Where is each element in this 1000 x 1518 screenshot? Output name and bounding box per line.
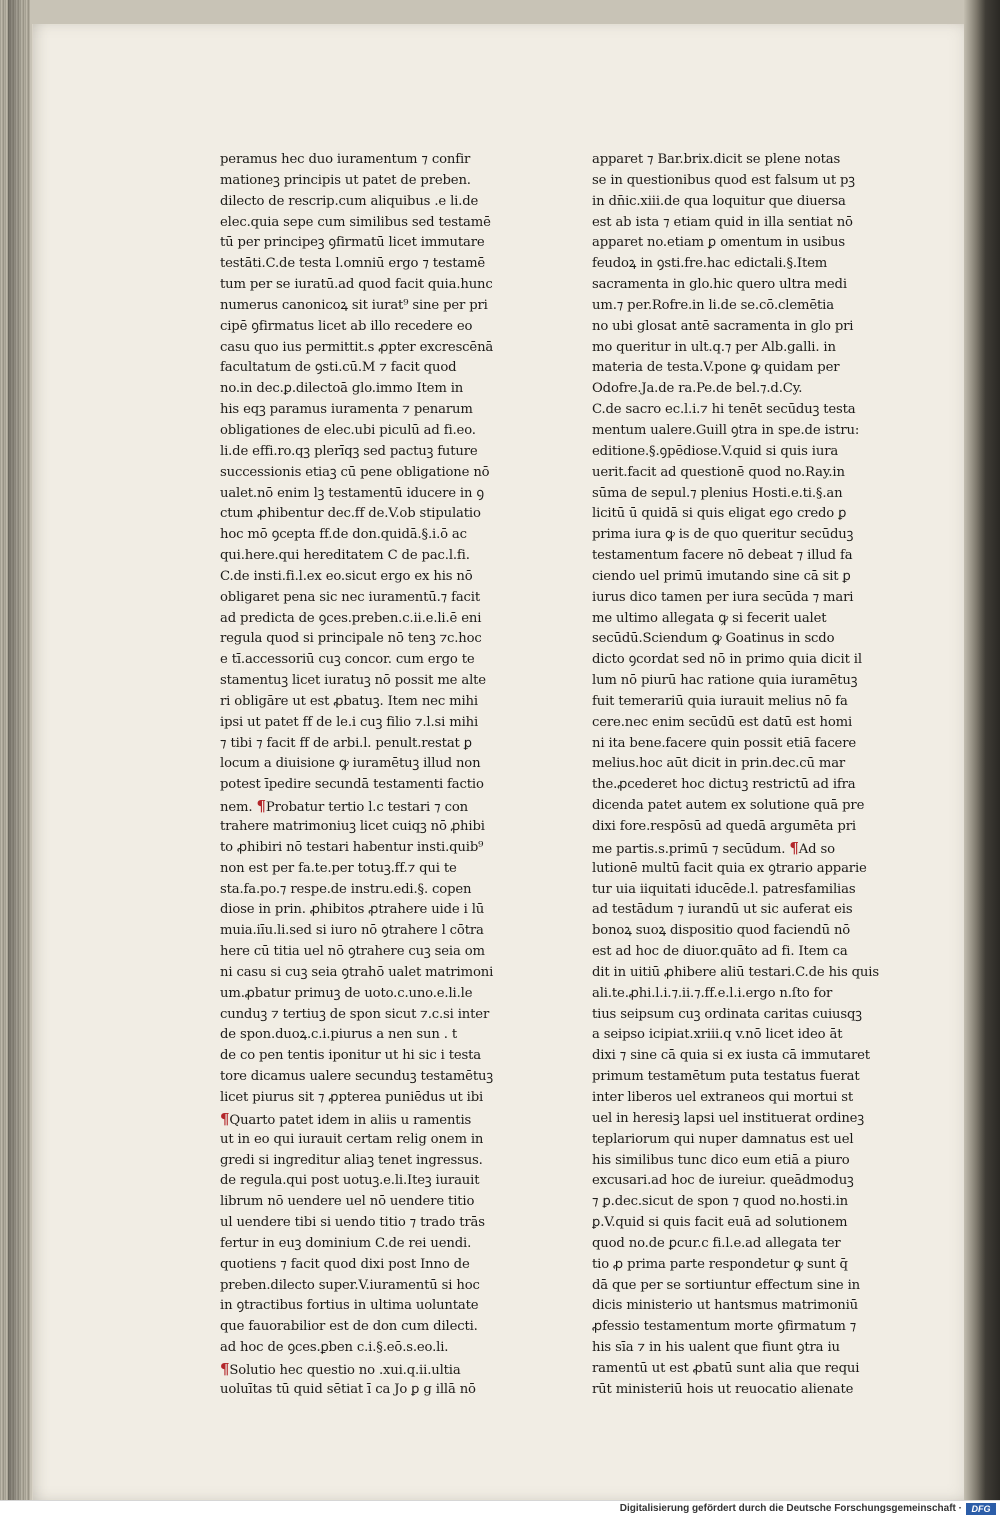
- text-line: cere.nec enim secūdū est datū est homi: [592, 714, 853, 730]
- text-line: in dn̄ic.xiii.de qua loquitur que diuersa: [592, 193, 846, 209]
- text-line: fuit temerariū quia iurauit melius nō fa: [592, 693, 848, 709]
- text-line: inter liberos uel extraneos qui mortui st: [592, 1089, 854, 1105]
- text-line: trahere matrimoniuꝫ licet cuiqꝫ nō ꝓhibi: [220, 819, 485, 834]
- text-line: no ubi glosat antē sacramenta in glo pri: [592, 318, 854, 334]
- rubric-mark: ¶: [789, 838, 799, 857]
- text-line: a seipso icipiat.xriii.q v.nō licet ideo āt: [592, 1027, 843, 1043]
- text-column-left: [220, 150, 495, 1401]
- text-line: the.ꝓcederet hoc dictuꝫ restrictū ad ifra: [592, 777, 856, 793]
- text-line: no.in dec.ꝑ.dilectoā glo.immo Item in: [220, 381, 464, 397]
- text-line: tore dicamus ualere secunduꝫ testamētuꝫ: [220, 1069, 493, 1085]
- text-line: ali.te.ꝓhi.l.i.⁊.ii.⁊.ff.e.l.i.ergo n.ſto for: [592, 985, 833, 1001]
- text-line: uel in heresiꝫ lapsi uel instituerat ordineꝫ: [592, 1110, 864, 1126]
- text-line: mationeꝫ principis ut patet de preben.: [220, 172, 471, 188]
- text-line: here cū titia uel nō ꝯtrahere cuꝫ seia om: [220, 944, 485, 960]
- text-line: dā que per se sortiuntur effectum sine in: [592, 1277, 861, 1293]
- text-line: dicis ministerio ut hantsmus matrimoniū: [592, 1298, 859, 1314]
- text-line: peramus hec duo iuramentum ⁊ confir: [220, 152, 471, 167]
- text-line: iurus dico tamen per iura secūda ⁊ mari: [592, 589, 854, 605]
- text-line: ctum ꝓhibentur dec.ff de.V.ob stipulatio: [220, 506, 481, 522]
- text-line: sacramenta in glo.hic quero ultra medi: [592, 277, 847, 293]
- text-line: Odofre.Ja.de ra.Pe.de bel.⁊.d.Cy.: [592, 381, 803, 397]
- book-page-edges: [0, 0, 30, 1500]
- text-line: cipē ꝯfirmatus licet ab illo recedere eo: [220, 318, 473, 334]
- text-line: lum nō piurū hac ratione quia iuramētuꝫ: [592, 673, 858, 689]
- text-line: licet piurus sit ⁊ ꝓpterea puniēdus ut ibi: [220, 1089, 484, 1105]
- text-line: uoluītas tū quid sētiat ī ca Jo ꝑ g illā nō: [220, 1381, 476, 1397]
- text-line: est ab ista ⁊ etiam quid in illa sentiat nō: [592, 214, 853, 230]
- text-line: testāti.C.de testa l.omniū ergo ⁊ testamē: [220, 256, 486, 272]
- text-line: to ꝓhibiri nō testari habentur insti.quib⁹: [220, 839, 484, 855]
- text-line: ⁊ tibi ⁊ facit ff de arbi.l. penult.restat ꝑ: [220, 735, 472, 751]
- rubric-mark: ¶: [256, 797, 266, 816]
- text-line: de spon.duoꝝ.c.i.piurus a nen sun . t: [220, 1027, 457, 1043]
- text-line: quod no.de ꝑcur.c fi.l.e.ad allegata ter: [592, 1235, 841, 1251]
- text-line: his sīa ⁊ in his ualent que fiunt ꝯtra iu: [592, 1340, 840, 1356]
- text-line: testamentum facere nō debeat ⁊ illud fa: [592, 548, 853, 564]
- text-line: muia.iīu.li.sed si iuro nō ꝯtrahere l cōtra: [220, 923, 484, 939]
- text-line: librum nō uendere uel nō uendere titio: [220, 1194, 475, 1210]
- text-line: sūma de sepul.⁊ plenius Hosti.e.ti.§.an: [592, 485, 843, 501]
- text-line: ¶Solutio hec questio no .xui.q.ii.ultia: [220, 1359, 461, 1378]
- rubric-mark: ¶: [220, 1359, 230, 1378]
- text-line: ꝑ.V.quid si quis facit euā ad solutionem: [592, 1215, 848, 1231]
- text-line: ul uendere tibi si uendo titio ⁊ trado trās: [220, 1215, 485, 1231]
- rubric-mark: ¶: [220, 1109, 230, 1128]
- text-line: e tī.accessoriū cuꝫ concor. cum ergo te: [220, 652, 475, 668]
- dfg-logo: DFG: [966, 1503, 996, 1515]
- text-line: teplariorum qui nuper damnatus est uel: [592, 1131, 854, 1147]
- text-line: non est per fa.te.per totuꝫ.ff.⁊ qui te: [220, 860, 457, 876]
- text-line: fertur in euꝫ dominium C.de rei uendi.: [220, 1235, 472, 1251]
- text-line: regula quod si principale nō tenꝫ ⁊c.hoc: [220, 631, 482, 647]
- text-line: apparet ⁊ Bar.brix.dicit se plene notas: [592, 152, 841, 167]
- text-line: numerus canonicoꝝ sit iurat⁹ sine per pri: [220, 297, 488, 313]
- text-line: diose in prin. ꝓhibitos ꝓtrahere uide i lū: [220, 902, 485, 918]
- text-line: obligationes de elec.ubi piculū ad fi.eo.: [220, 422, 476, 438]
- text-line: ipsi ut patet ff de le.i cuꝫ filio ⁊.l.si mihi: [220, 714, 479, 730]
- text-line: his similibus tunc dico eum etiā a piuro: [592, 1152, 850, 1168]
- text-line: est ad hoc de diuor.quāto ad fi. Item ca: [592, 944, 848, 960]
- text-line: quotiens ⁊ facit quod dixi post Inno de: [220, 1256, 470, 1272]
- text-line: mentum ualere.Guill ꝯtra in spe.de istru:: [592, 422, 860, 438]
- text-line: que fauorabilior est de don cum dilecti.: [220, 1319, 478, 1335]
- text-line: nem. ¶Probatur tertio l.c testari ⁊ con: [220, 797, 468, 816]
- text-line: ad hoc de ꝯces.ꝑben c.i.§.eō.s.eo.li.: [220, 1340, 449, 1356]
- text-line: de co pen tentis iponitur ut hi sic i testa: [220, 1048, 482, 1064]
- text-line: qui.here.qui hereditatem C de pac.l.fi.: [220, 548, 470, 564]
- text-line: um.ꝓbatur primuꝫ de uoto.c.uno.e.li.le: [220, 985, 473, 1001]
- text-line: se in questionibus quod est falsum ut pꝫ: [592, 172, 855, 188]
- funding-credit: Digitalisierung gefördert durch die Deutsche Forschungsgemeinschaft ·: [619, 1503, 962, 1514]
- text-line: gredi si ingreditur aliaꝫ tenet ingressus.: [220, 1152, 483, 1168]
- text-line: mo queritur in ult.q.⁊ per Alb.galli. in: [592, 339, 836, 355]
- text-line: casu quo ius permittit.s ꝓpter excrescēnā: [220, 339, 494, 355]
- text-line: ¶Quarto patet idem in aliis u ramentis: [220, 1109, 472, 1128]
- text-line: rūt ministeriū hois ut reuocatio alienate: [592, 1381, 854, 1397]
- text-line: preben.dilecto super.V.iuramentū si hoc: [220, 1277, 480, 1293]
- text-line: lutionē multū facit quia ex ꝯtrario apparie: [592, 860, 867, 876]
- text-line: me partis.s.primū ⁊ secūdum. ¶Ad so: [592, 838, 835, 857]
- text-line: his eqꝫ paramus iuramenta ⁊ penarum: [220, 402, 473, 418]
- text-line: primum testamētum puta testatus fuerat: [592, 1069, 860, 1085]
- text-line: excusari.ad hoc de iureiur. queādmoduꝫ: [592, 1173, 854, 1189]
- text-line: tū per principeꝫ ꝯfirmatū licet immutare: [220, 235, 485, 251]
- text-line: um.⁊ per.Rofre.in li.de se.cō.clemētia: [592, 297, 834, 313]
- text-line: dicenda patet autem ex solutione quā pre: [592, 798, 865, 814]
- text-line: facultatum de ꝯsti.cū.M ⁊ facit quod: [220, 360, 457, 376]
- text-line: C.de insti.fi.l.ex eo.sicut ergo ex his nō: [220, 568, 473, 584]
- text-line: ad predicta de ꝯces.preben.c.ii.e.li.ē eni: [220, 610, 482, 626]
- text-line: ualet.nō enim lꝫ testamentū iducere in ꝯ: [220, 485, 484, 501]
- text-line: dixi ⁊ sine cā quia si ex iusta cā immutaret: [592, 1048, 870, 1064]
- text-line: bonoꝝ suoꝝ dispositio quod faciendū nō: [592, 923, 851, 939]
- text-line: ꝓfessio testamentum morte ꝯfirmatum ⁊: [592, 1319, 857, 1335]
- text-line: feudoꝝ in ꝯsti.fre.hac edictali.§.Item: [592, 256, 828, 272]
- text-line: ni casu si cuꝫ seia ꝯtrahō ualet matrimoni: [220, 964, 494, 980]
- footer-bar: [0, 1500, 1000, 1518]
- text-line: potest īpedire secundā testamenti factio: [220, 777, 484, 793]
- text-line: ri obligāre ut est ꝓbatuꝫ. Item nec mihi: [220, 693, 478, 709]
- text-line: locum a diuisione ꝙ iuramētuꝫ illud non: [220, 756, 481, 772]
- text-line: ad testādum ⁊ iurandū ut sic auferat eis: [592, 902, 853, 918]
- text-line: apparet no.etiam ꝑ omentum in usibus: [592, 235, 845, 251]
- text-line: sta.fa.po.⁊ respe.de instru.edi.§. copen: [220, 881, 472, 897]
- text-column-right: [592, 150, 884, 1401]
- text-line: cunduꝫ ⁊ tertiuꝫ de spon sicut ⁊.c.si inter: [220, 1006, 490, 1022]
- text-line: ⁊ ꝑ.dec.sicut de spon ⁊ quod no.hosti.in: [592, 1194, 849, 1210]
- text-line: editione.§.ꝯpēdiose.V.quid si quis iura: [592, 443, 839, 459]
- text-line: stamentuꝫ licet iuratuꝫ nō possit me alte: [220, 673, 486, 689]
- text-line: li.de effi.ro.qꝫ plerīqꝫ sed pactuꝫ future: [220, 443, 478, 459]
- text-line: tius seipsum cuꝫ ordinata caritas cuiusqꝫ: [592, 1006, 862, 1022]
- text-line: dixi fore.respōsū ad quedā argumēta pri: [592, 819, 856, 834]
- text-line: successionis etiaꝫ cū pene obligatione nō: [220, 464, 490, 480]
- text-line: tio ꝓ prima parte respondetur ꝙ sunt q̄: [592, 1256, 848, 1272]
- text-line: dilecto de rescrip.cum aliquibus .e li.de: [220, 193, 479, 209]
- text-line: melius.hoc aūt dicit in prin.dec.cū mar: [592, 756, 846, 772]
- text-line: ut in eo qui iurauit certam relig onem in: [220, 1131, 484, 1147]
- text-line: tur uia iiquitati iducēde.l. patresfamilias: [592, 881, 856, 897]
- text-line: uerit.facit ad questionē quod no.Ray.in: [592, 464, 845, 480]
- text-line: prima iura ꝙ is de quo queritur secūduꝫ: [592, 527, 854, 543]
- text-line: in ꝯtractibus fortius in ultima uoluntate: [220, 1298, 479, 1314]
- text-line: materia de testa.V.pone ꝙ quidam per: [592, 360, 840, 376]
- text-line: secūdū.Sciendum ꝙ Goatinus in scdo: [592, 631, 835, 647]
- text-line: licitū ū quidā si quis eligat ego credo ꝑ: [592, 506, 847, 522]
- text-line: tum per se iuratū.ad quod facit quia.hunc: [220, 277, 493, 293]
- text-line: ciendo uel primū imutando sine cā sit ꝑ: [592, 568, 851, 584]
- text-line: obligaret pena sic nec iuramentū.⁊ facit: [220, 589, 481, 605]
- text-line: dicto ꝯcordat sed nō in primo quia dicit il: [592, 652, 862, 668]
- text-line: de regula.qui post uotuꝫ.e.li.Iteꝫ iurauit: [220, 1173, 480, 1189]
- text-line: C.de sacro ec.l.i.⁊ hi tenēt secūduꝫ testa: [592, 402, 856, 418]
- text-line: hoc mō ꝯcepta ff.de don.quidā.§.i.ō ac: [220, 527, 467, 543]
- text-line: dit in uitiū ꝓhibere aliū testari.C.de his quis: [592, 964, 879, 980]
- text-line: ni ita bene.facere quin possit etiā facere: [592, 735, 857, 751]
- text-line: elec.quia sepe cum similibus sed testamē: [220, 214, 491, 230]
- text-line: ramentū ut est ꝓbatū sunt alia que requi: [592, 1360, 860, 1376]
- book-spine: [964, 0, 1000, 1500]
- text-line: me ultimo allegata ꝙ si fecerit ualet: [592, 610, 827, 626]
